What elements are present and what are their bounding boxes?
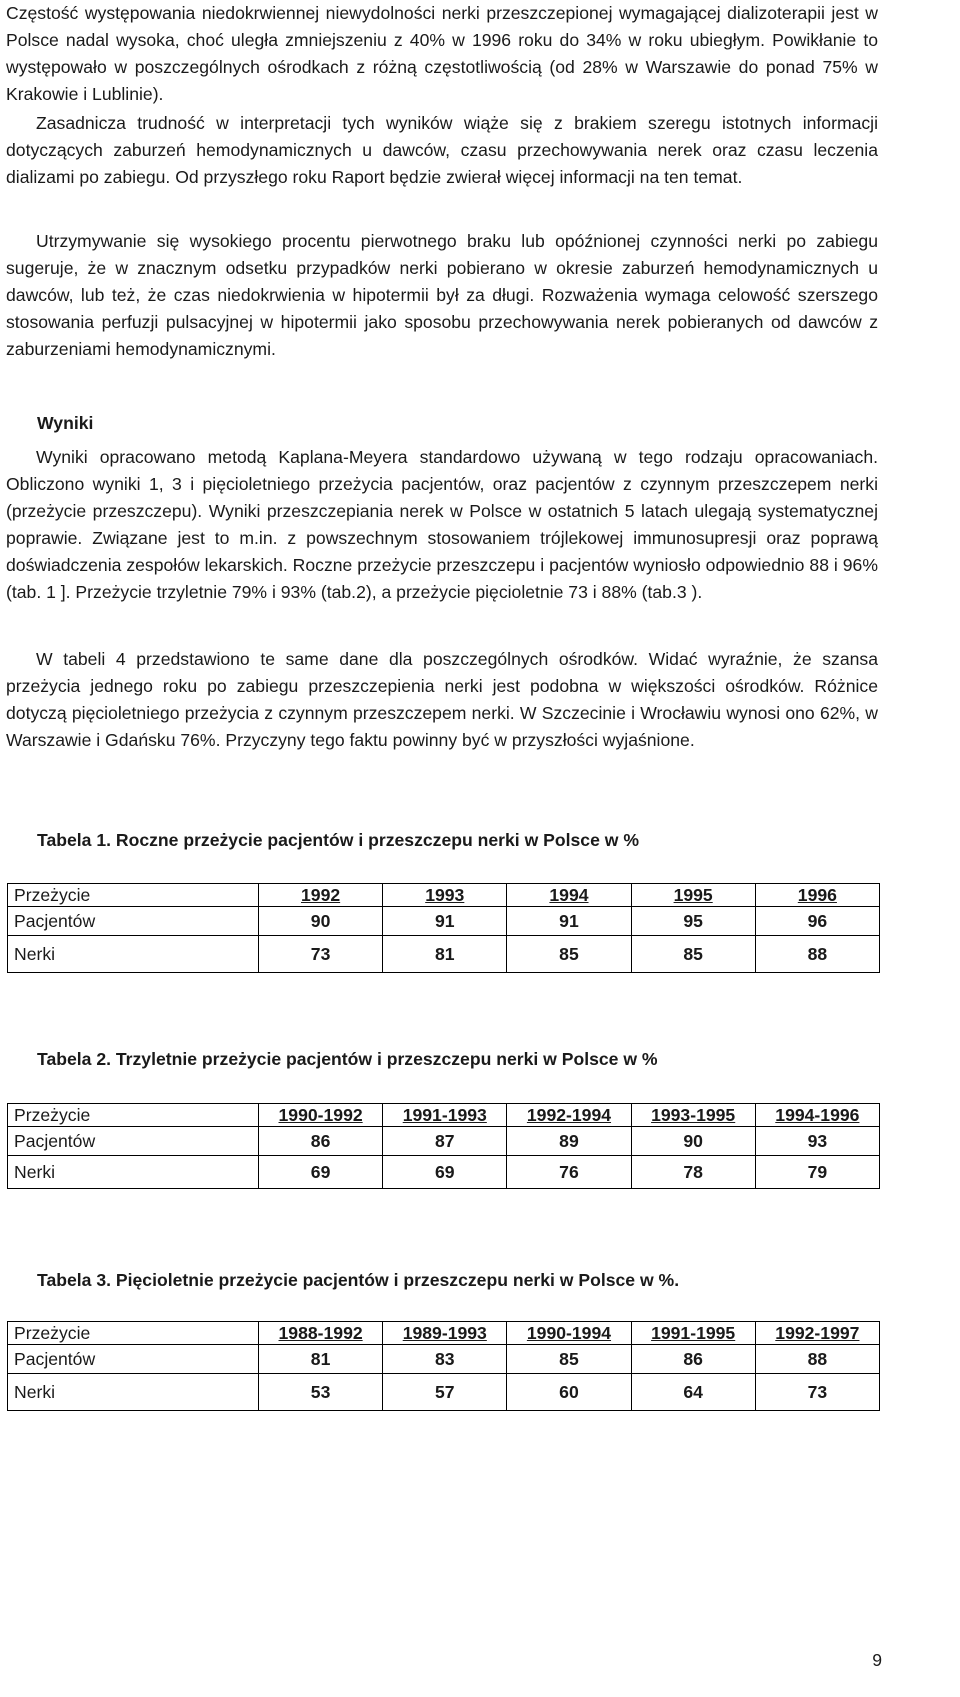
table-header-row <box>8 1322 880 1345</box>
table-row <box>8 1127 880 1156</box>
table-header-row <box>8 884 880 907</box>
paragraph-delayed-function: Utrzymywanie się wysokiego procentu pierwotnego braku lub opóźnionej czynności nerki po zabiegu sugeruje, że w znacznym odsetku przypadków nerki pobierano w okresie zaburzeń hemodynamicznych u dawców, lub też, że czas niedokrwienia w hipotermii był za długi. Rozważenia wymaga celowość szerszego stosowania perfuzji pulsacyjnej w hipotermii jako sposobu przechowywania nerek pobieranych od dawców z zaburzeniami hemodynamicznymi. <box>6 231 878 359</box>
header-cell: 1992-1994 <box>507 1104 631 1127</box>
row-label-kidneys: Nerki <box>8 1374 259 1411</box>
row-label-kidneys: Nerki <box>8 1156 259 1189</box>
table-1 <box>7 883 880 973</box>
data-cell: 85 <box>507 936 631 973</box>
data-cell: 91 <box>383 907 507 936</box>
table-3 <box>7 1321 880 1411</box>
header-cell: 1995 <box>631 884 755 907</box>
row-label-patients: Pacjentów <box>8 1127 259 1156</box>
table-row <box>8 1156 880 1189</box>
data-cell: 93 <box>755 1127 879 1156</box>
data-cell: 60 <box>507 1374 631 1411</box>
data-cell: 64 <box>631 1374 755 1411</box>
paragraph-results-method: Wyniki opracowano metodą Kaplana-Meyera standardowo używaną w tego rodzaju opracowaniach. Obliczono wyniki 1, 3 i pięcioletniego przeżycia pacjentów, oraz pacjentów z czynnym przeszczepem nerki (przeżycie przeszczepu). Wyniki przeszczepiania nerek w Polsce w ostatnich 5 latach ulegają systematycznej poprawie. Związane jest to m.in. z powszechnym stosowaniem trójlekowej immunosupresji oraz poprawą doświadczenia zespołów lekarskich. Roczne przeżycie przeszczepu i pacjentów wyniosło odpowiednio 88 i 96% (tab. 1 ]. Przeżycie trzyletnie 79% i 93% (tab.2), a przeżycie pięcioletnie 73 i 88% (tab.3 ). <box>6 447 878 602</box>
table-header-row <box>8 1104 880 1127</box>
header-cell: 1991-1995 <box>631 1322 755 1345</box>
header-cell: 1994-1996 <box>755 1104 879 1127</box>
data-cell: 76 <box>507 1156 631 1189</box>
data-cell: 86 <box>259 1127 383 1156</box>
data-cell: 73 <box>755 1374 879 1411</box>
header-cell: 1993-1995 <box>631 1104 755 1127</box>
data-cell: 90 <box>631 1127 755 1156</box>
data-cell: 57 <box>383 1374 507 1411</box>
row-label-patients: Pacjentów <box>8 907 259 936</box>
table-1-caption: Tabela 1. Roczne przeżycie pacjentów i przeszczepu nerki w Polsce w % <box>37 830 639 850</box>
data-cell: 73 <box>259 936 383 973</box>
header-cell-label: Przeżycie <box>8 1104 259 1127</box>
data-cell: 89 <box>507 1127 631 1156</box>
data-cell: 79 <box>755 1156 879 1189</box>
data-cell: 53 <box>259 1374 383 1411</box>
paragraph-interpretation: Zasadnicza trudność w interpretacji tych wyników wiąże się z brakiem szeregu istotnych informacji dotyczących zaburzeń hemodynamicznych u dawców, czasu przechowywania nerek oraz czasu leczenia dializami po zabiegu. Od przyszłego roku Raport będzie zwierał więcej informacji na ten temat. <box>6 113 878 187</box>
paragraph-centers: W tabeli 4 przedstawiono te same dane dla poszczególnych ośrodków. Widać wyraźnie, że szansa przeżycia jednego roku po zabiegu przeszczepienia nerki jest podobna w większości ośrodków. Różnice dotyczą pięcioletniego przeżycia z czynnym przeszczepem nerki. W Szczecinie i Wrocławiu wynosi ono 62%, w Warszawie i Gdańsku 76%. Przyczyny tego faktu powinny być w przyszłości wyjaśnione. <box>6 649 878 750</box>
header-cell-label: Przeżycie <box>8 1322 259 1345</box>
data-cell: 81 <box>383 936 507 973</box>
data-cell: 85 <box>507 1345 631 1374</box>
data-cell: 81 <box>259 1345 383 1374</box>
data-cell: 88 <box>755 936 879 973</box>
data-cell: 96 <box>755 907 879 936</box>
data-cell: 83 <box>383 1345 507 1374</box>
data-cell: 95 <box>631 907 755 936</box>
header-cell: 1988-1992 <box>259 1322 383 1345</box>
table-row <box>8 1374 880 1411</box>
data-cell: 91 <box>507 907 631 936</box>
data-cell: 86 <box>631 1345 755 1374</box>
header-cell: 1996 <box>755 884 879 907</box>
header-cell: 1991-1993 <box>383 1104 507 1127</box>
header-cell: 1992 <box>259 884 383 907</box>
header-cell: 1990-1994 <box>507 1322 631 1345</box>
table-3-caption: Tabela 3. Pięcioletnie przeżycie pacjentów i przeszczepu nerki w Polsce w %. <box>37 1270 680 1290</box>
header-cell-label: Przeżycie <box>8 884 259 907</box>
header-cell: 1990-1992 <box>259 1104 383 1127</box>
header-cell: 1992-1997 <box>755 1322 879 1345</box>
row-label-kidneys: Nerki <box>8 936 259 973</box>
table-row <box>8 1345 880 1374</box>
table-2-caption: Tabela 2. Trzyletnie przeżycie pacjentów i przeszczepu nerki w Polsce w % <box>37 1049 658 1069</box>
page-number: 9 <box>872 1650 882 1670</box>
row-label-patients: Pacjentów <box>8 1345 259 1374</box>
header-cell: 1989-1993 <box>383 1322 507 1345</box>
data-cell: 78 <box>631 1156 755 1189</box>
section-heading-results: Wyniki <box>37 413 94 433</box>
data-cell: 85 <box>631 936 755 973</box>
header-cell: 1993 <box>383 884 507 907</box>
table-row <box>8 936 880 973</box>
table-row <box>8 907 880 936</box>
header-cell: 1994 <box>507 884 631 907</box>
data-cell: 88 <box>755 1345 879 1374</box>
data-cell: 87 <box>383 1127 507 1156</box>
data-cell: 90 <box>259 907 383 936</box>
paragraph-ischemic-failure: Częstość występowania niedokrwiennej niewydolności nerki przeszczepionej wymagającej dializoterapii jest w Polsce nadal wysoka, choć uległa zmniejszeniu z 40% w 1996 roku do 34% w roku ubiegłym. Powikłanie to występowało w poszczególnych ośrodkach z różną częstotliwością (od 28% w Warszawie do ponad 75% w Krakowie i Lublinie). <box>6 3 878 104</box>
data-cell: 69 <box>383 1156 507 1189</box>
table-2 <box>7 1103 880 1189</box>
data-cell: 69 <box>259 1156 383 1189</box>
